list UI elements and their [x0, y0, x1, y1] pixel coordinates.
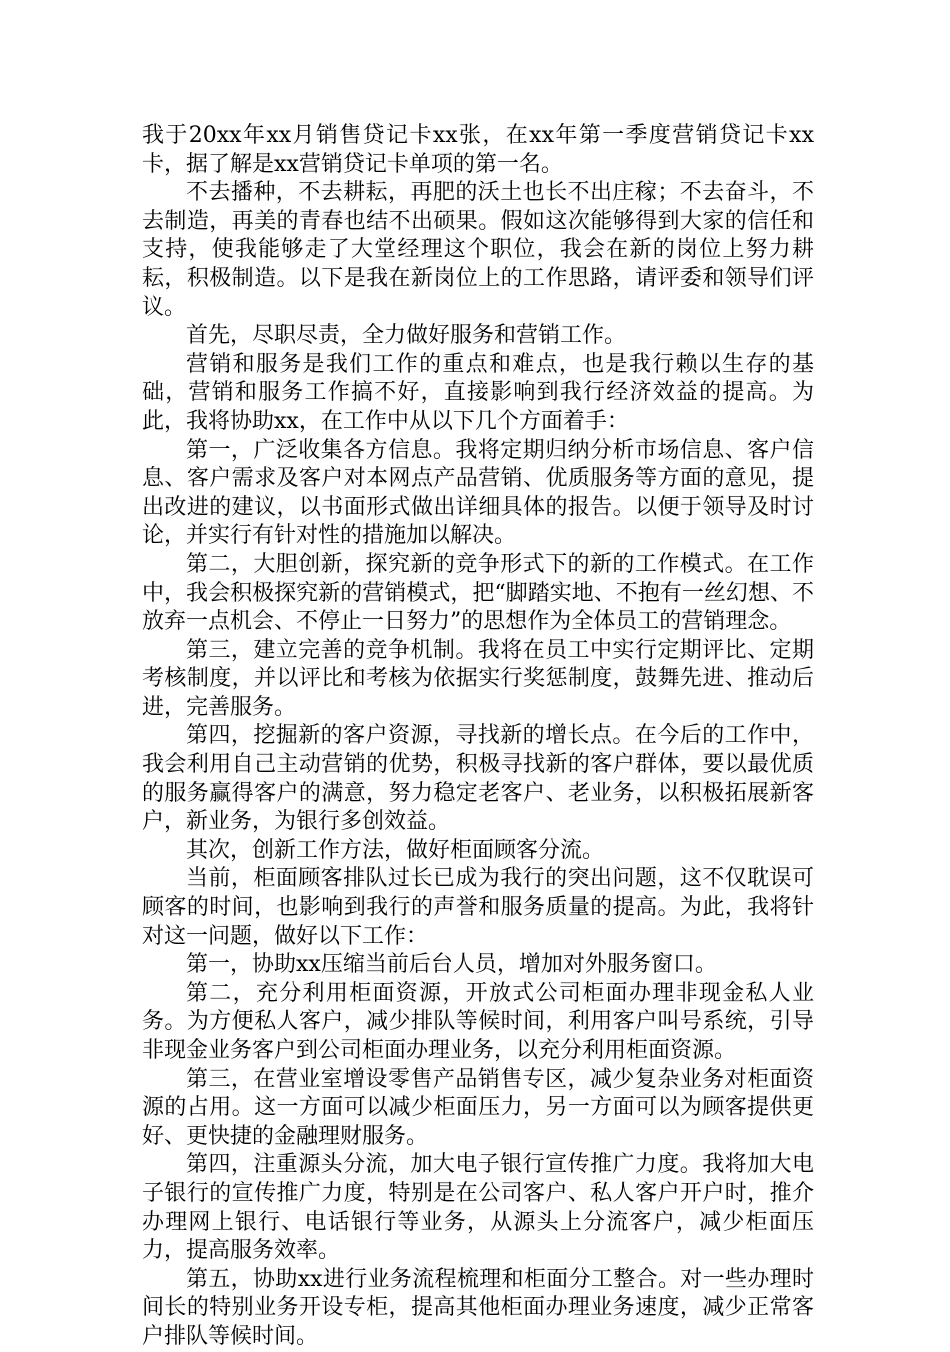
paragraph-1: 我于20xx年xx月销售贷记卡xx张，在xx年第一季度营销贷记卡xx卡，据了解是xx营销贷记卡单项的第一名。	[142, 123, 814, 177]
paragraph-14: 第四，注重源头分流，加大电子银行宣传推广力度。我将加大电子银行的宣传推广力度，特别是在公司客户、私人客户开户时，推介办理网上银行、电话银行等业务，从源头上分流客户，减少柜面压力，提高服务效率。	[142, 1152, 814, 1264]
paragraph-4: 营销和服务是我们工作的重点和难点，也是我行赖以生存的基础，营销和服务工作搞不好，直接影响到我行经济效益的提高。为此，我将协助xx，在工作中从以下几个方面着手：	[142, 351, 814, 434]
paragraph-12: 第二，充分利用柜面资源，开放式公司柜面办理非现金私人业务。为方便私人客户，减少排队等候时间，利用客户叫号系统，引导非现金业务客户到公司柜面办理业务，以充分利用柜面资源。	[142, 980, 814, 1063]
paragraph-13: 第三，在营业室增设零售产品销售专区，减少复杂业务对柜面资源的占用。这一方面可以减少柜面压力，另一方面可以为顾客提供更好、更快捷的金融理财服务。	[142, 1066, 814, 1149]
paragraph-15: 第五，协助xx进行业务流程梳理和柜面分工整合。对一些办理时间长的特别业务开设专柜，提高其他柜面办理业务速度，减少正常客户排队等候时间。	[142, 1266, 814, 1349]
paragraph-8: 第四，挖掘新的客户资源，寻找新的增长点。在今后的工作中，我会利用自己主动营销的优势，积极寻找新的客户群体，要以最优质的服务赢得客户的满意，努力稳定老客户、老业务，以积极拓展新客户，新业务，为银行多创效益。	[142, 723, 814, 835]
paragraph-3: 首先，尽职尽责，全力做好服务和营销工作。	[186, 323, 627, 349]
document-body	[142, 122, 814, 1352]
paragraph-11: 第一，协助xx压缩当前后台人员，增加对外服务窗口。	[186, 952, 717, 978]
paragraph-9: 其次，创新工作方法，做好柜面顾客分流。	[186, 837, 605, 863]
paragraph-7: 第三，建立完善的竞争机制。我将在员工中实行定期评比、定期考核制度，并以评比和考核为依据实行奖惩制度，鼓舞先进、推动后进，完善服务。	[142, 637, 814, 720]
paragraph-5: 第一，广泛收集各方信息。我将定期归纳分析市场信息、客户信息、客户需求及客户对本网点产品营销、优质服务等方面的意见，提出改进的建议，以书面形式做出详细具体的报告。以便于领导及时讨论，并实行有针对性的措施加以解决。	[142, 437, 814, 549]
paragraph-10: 当前，柜面顾客排队过长已成为我行的突出问题，这不仅耽误可顾客的时间，也影响到我行的声誉和服务质量的提高。为此，我将针对这一问题，做好以下工作：	[142, 866, 814, 949]
paragraph-2: 不去播种，不去耕耘，再肥的沃土也长不出庄稼；不去奋斗，不去制造，再美的青春也结不出硕果。假如这次能够得到大家的信任和支持，使我能够走了大堂经理这个职位，我会在新的岗位上努力耕耘，积极制造。以下是我在新岗位上的工作思路，请评委和领导们评议。	[142, 180, 814, 320]
paragraph-6: 第二，大胆创新，探究新的竞争形式下的新的工作模式。在工作中，我会积极探究新的营销模式，把“脚踏实地、不抱有一丝幻想、不放弃一点机会、不停止一日努力”的思想作为全体员工的营销理念。	[142, 551, 814, 635]
